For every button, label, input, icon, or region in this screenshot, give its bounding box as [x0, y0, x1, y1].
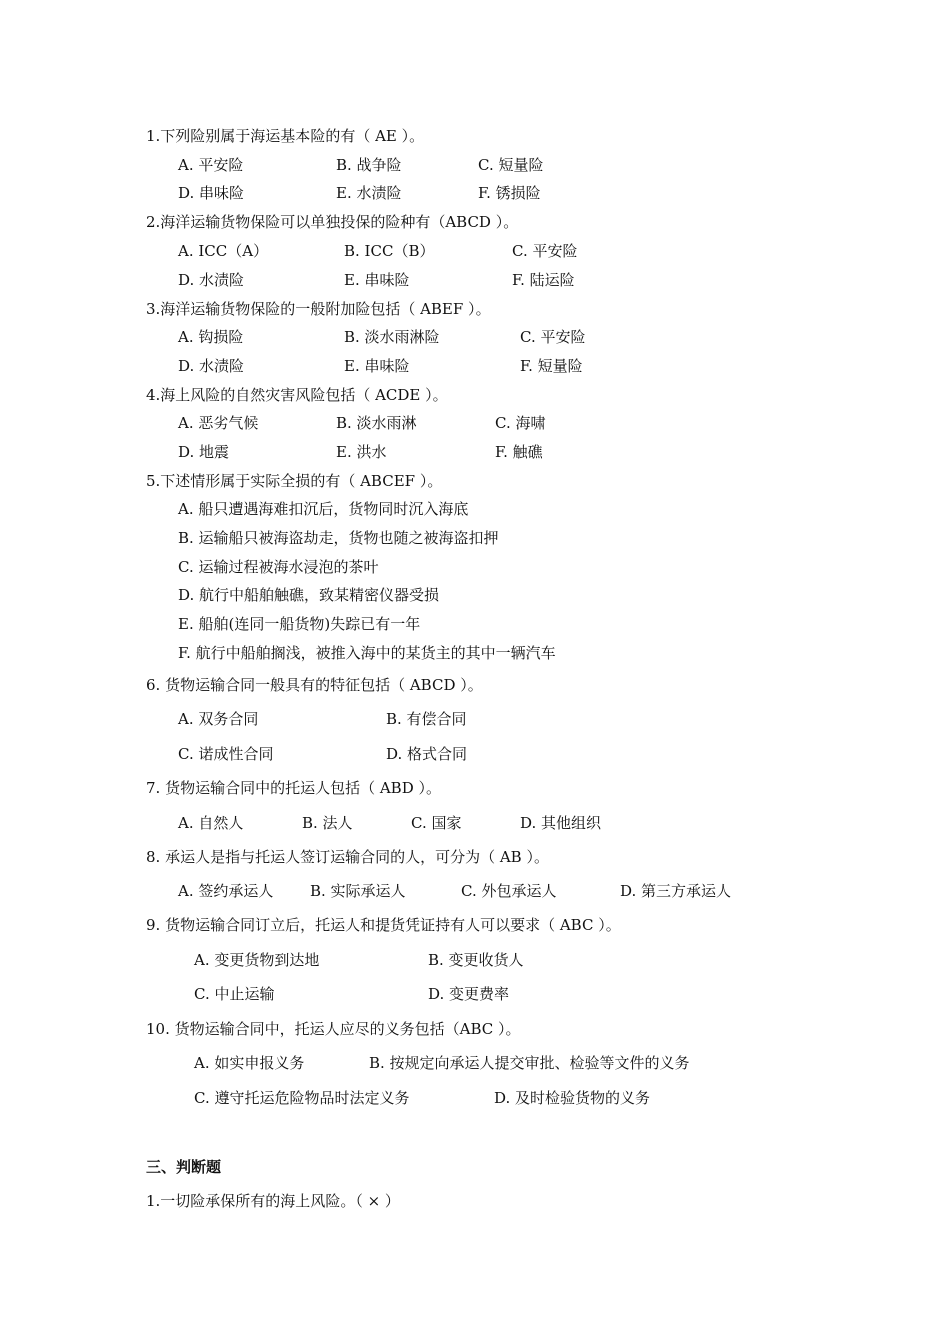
option: E. 洪水: [336, 443, 387, 461]
option: A. 船只遭遇海难扣沉后，货物同时沉入海底: [178, 500, 469, 518]
option: D. 其他组织: [520, 814, 602, 832]
option: F. 触礁: [495, 443, 543, 461]
true-false-item: 1.一切险承保所有的海上风险。（ × ）: [146, 1192, 400, 1210]
option: D. 地震: [178, 443, 230, 461]
option: A. 自然人: [178, 814, 244, 832]
option: D. 串味险: [178, 184, 245, 202]
question-4-stem: 4.海上风险的自然灾害风险包括（ ACDE ）。: [146, 386, 448, 404]
option: D. 格式合同: [386, 745, 468, 763]
option: B. 法人: [302, 814, 353, 832]
option: C. 海啸: [495, 414, 546, 432]
option: D. 水渍险: [178, 357, 245, 375]
option: E. 船舶(连同一船货物)失踪已有一年: [178, 615, 421, 633]
option: C. 平安险: [520, 328, 586, 346]
option: B. 淡水雨淋险: [344, 328, 440, 346]
question-6-stem: 6. 货物运输合同一般具有的特征包括（ ABCD ）。: [146, 676, 483, 694]
option: B. 战争险: [336, 156, 402, 174]
option: F. 航行中船舶搁浅，被推入海中的某货主的其中一辆汽车: [178, 644, 556, 662]
question-5-stem: 5.下述情形属于实际全损的有（ ABCEF ）。: [146, 472, 443, 490]
option: C. 平安险: [512, 242, 578, 260]
option: D. 及时检验货物的义务: [494, 1089, 651, 1107]
option: B. 运输船只被海盗劫走，货物也随之被海盗扣押: [178, 529, 499, 547]
option: B. 淡水雨淋: [336, 414, 417, 432]
option: E. 水渍险: [336, 184, 402, 202]
option: D. 水渍险: [178, 271, 245, 289]
question-3-stem: 3.海洋运输货物保险的一般附加险包括（ ABEF ）。: [146, 300, 491, 318]
question-7-stem: 7. 货物运输合同中的托运人包括（ ABD ）。: [146, 779, 441, 797]
question-2-stem: 2.海洋运输货物保险可以单独投保的险种有（ABCD ）。: [146, 213, 519, 231]
option: A. 钩损险: [178, 328, 244, 346]
option: C. 短量险: [478, 156, 544, 174]
question-1-stem: 1.下列险别属于海运基本险的有（ AE ）。: [146, 127, 425, 145]
option: F. 短量险: [520, 357, 583, 375]
option: E. 串味险: [344, 271, 410, 289]
option: B. 实际承运人: [310, 882, 406, 900]
option: A. 变更货物到达地: [194, 951, 320, 969]
option: B. 变更收货人: [428, 951, 524, 969]
option: C. 中止运输: [194, 985, 275, 1003]
option: C. 运输过程被海水浸泡的茶叶: [178, 558, 379, 576]
option: D. 航行中船舶触礁，致某精密仪器受损: [178, 586, 440, 604]
option: B. ICC（B）: [344, 242, 435, 260]
option: E. 串味险: [344, 357, 410, 375]
question-9-stem: 9. 货物运输合同订立后，托运人和提货凭证持有人可以要求（ ABC ）。: [146, 916, 621, 934]
option: D. 第三方承运人: [620, 882, 732, 900]
question-10-stem: 10. 货物运输合同中，托运人应尽的义务包括（ABC ）。: [146, 1020, 521, 1038]
option: C. 外包承运人: [461, 882, 557, 900]
option: A. 双务合同: [178, 710, 259, 728]
option: A. 如实申报义务: [194, 1054, 305, 1072]
option: C. 国家: [411, 814, 462, 832]
option: F. 锈损险: [478, 184, 541, 202]
option: A. ICC（A）: [178, 242, 269, 260]
option: B. 按规定向承运人提交审批、检验等文件的义务: [369, 1054, 690, 1072]
option: D. 变更费率: [428, 985, 510, 1003]
option: A. 平安险: [178, 156, 244, 174]
question-8-stem: 8. 承运人是指与托运人签订运输合同的人，可分为（ AB ）。: [146, 848, 549, 866]
option: B. 有偿合同: [386, 710, 467, 728]
option: C. 遵守托运危险物品时法定义务: [194, 1089, 410, 1107]
option: C. 诺成性合同: [178, 745, 274, 763]
option: F. 陆运险: [512, 271, 575, 289]
option: A. 恶劣气候: [178, 414, 259, 432]
section-heading: 三、判断题: [146, 1158, 222, 1176]
option: A. 签约承运人: [178, 882, 274, 900]
